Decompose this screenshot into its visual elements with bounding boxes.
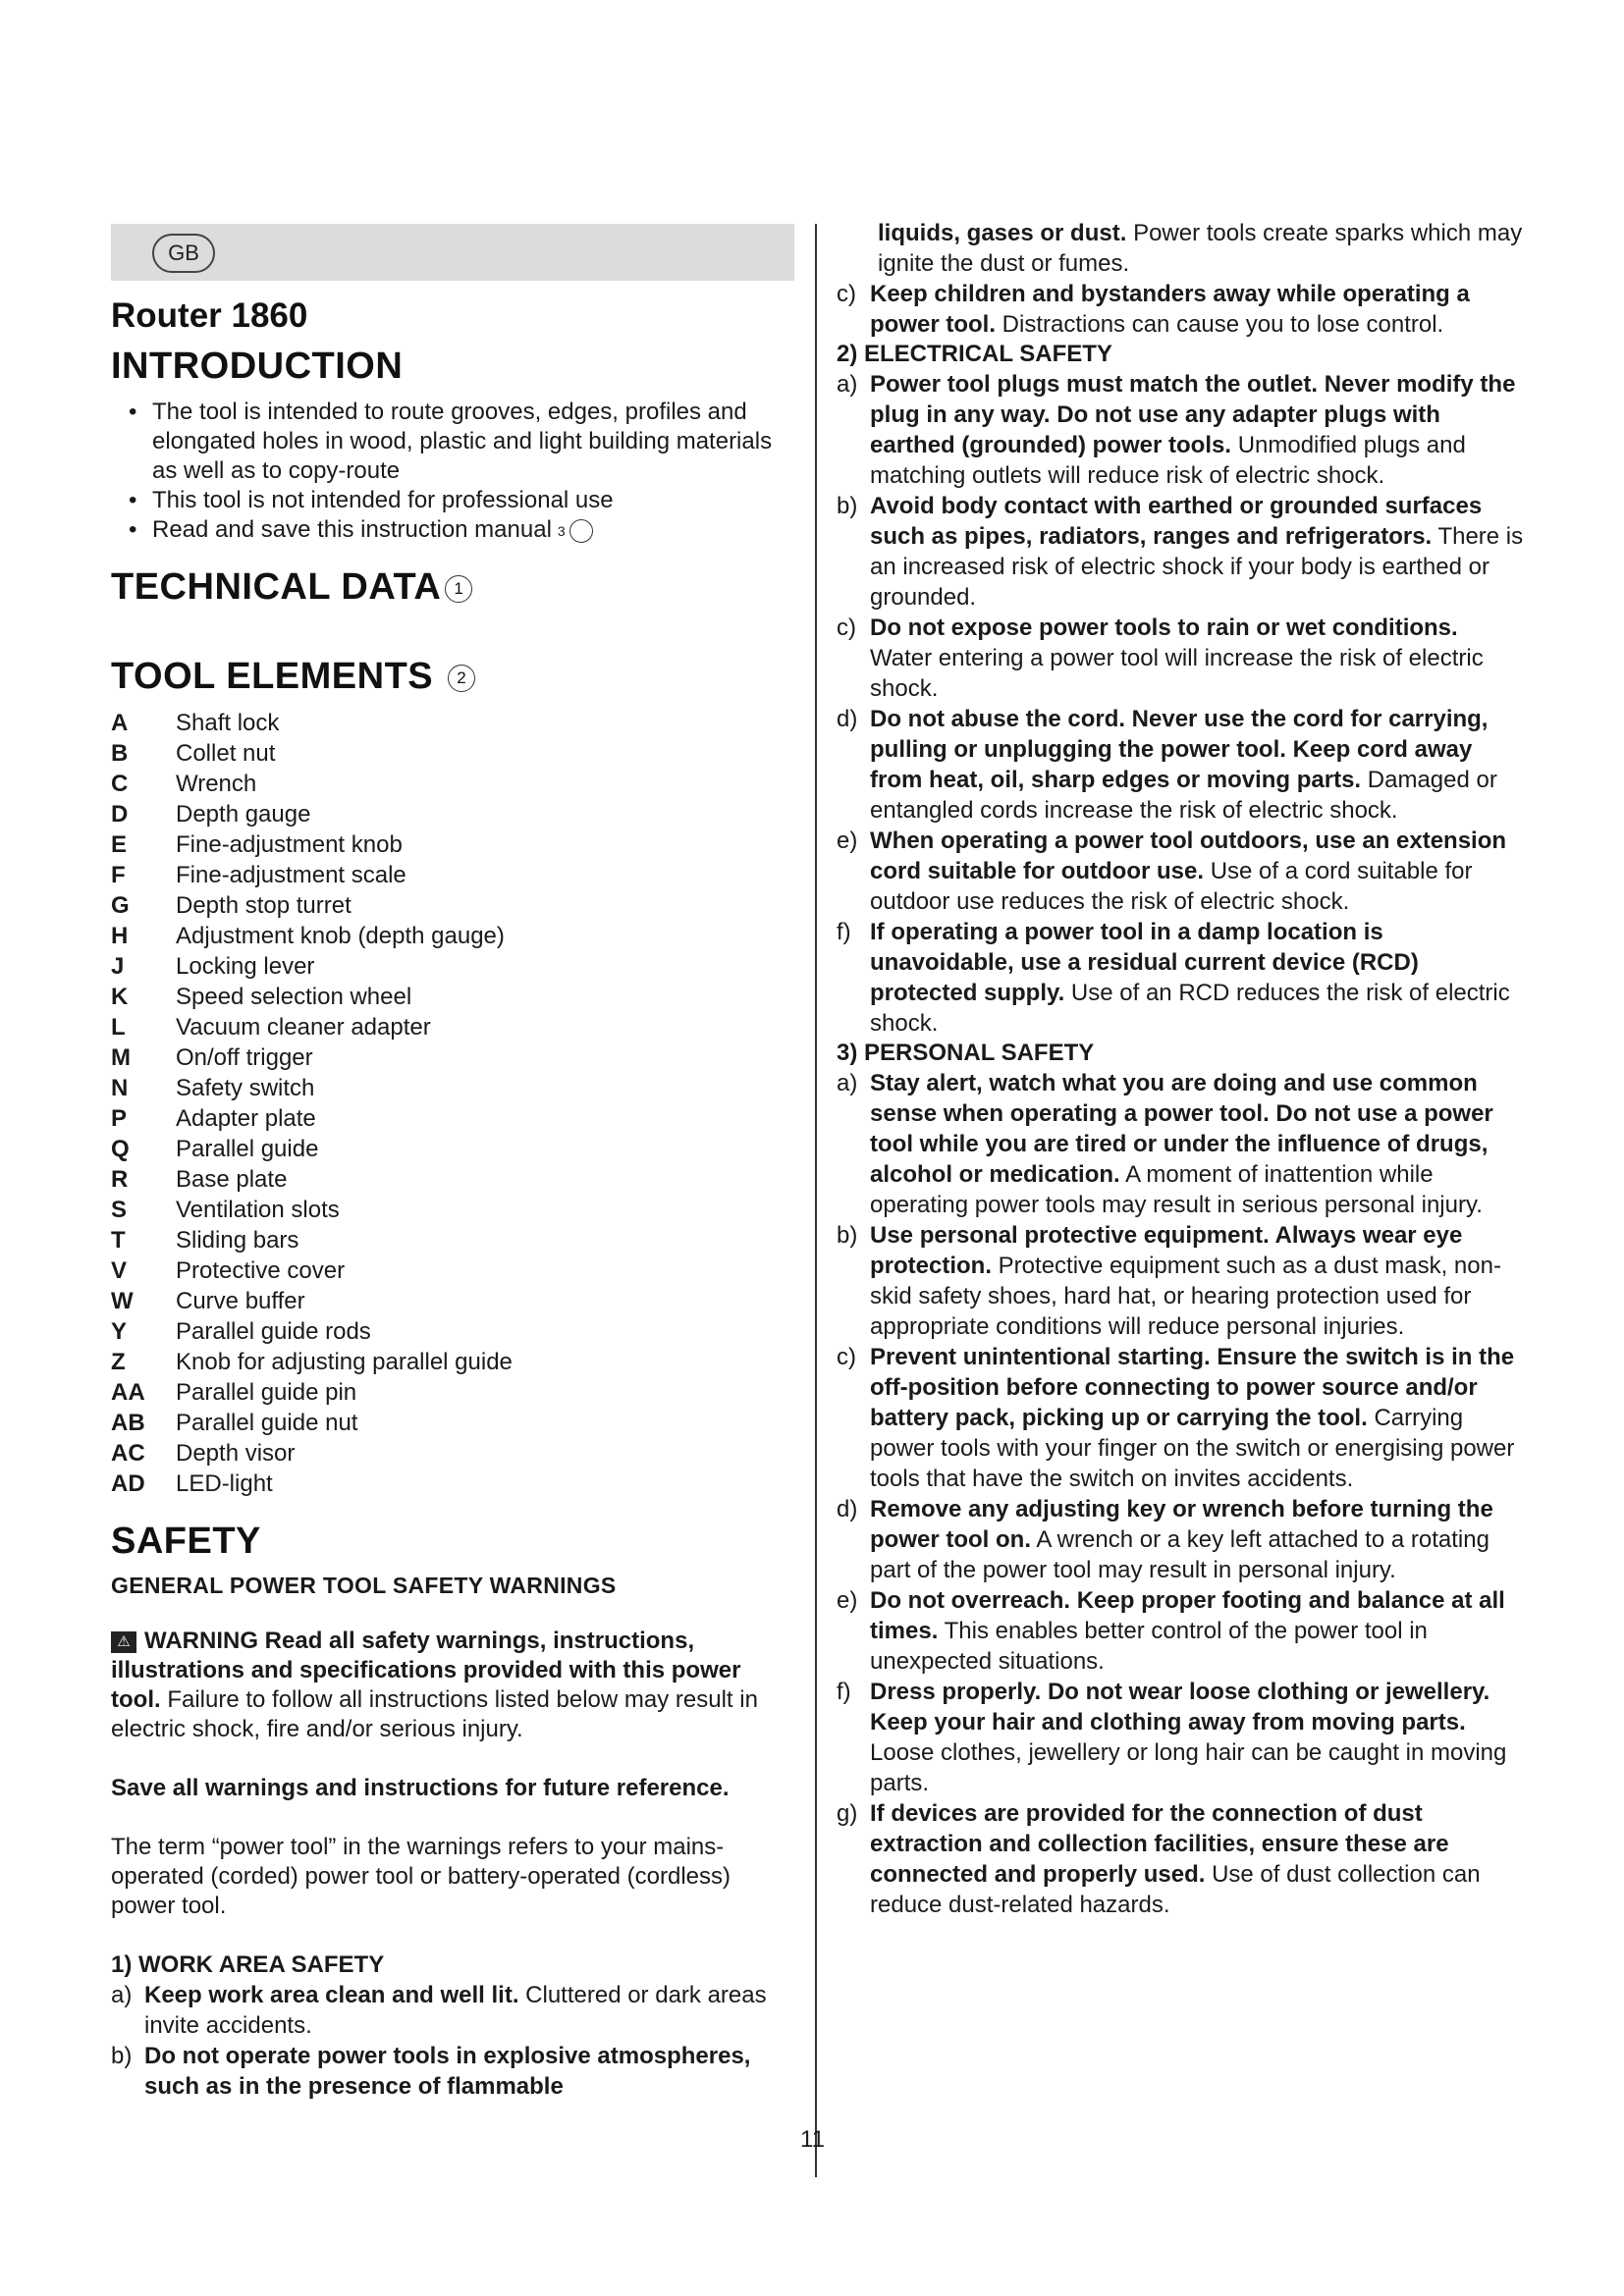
list-item: c) Prevent unintentional starting. Ensure the switch is in the off-position before connecting to power source and/or battery pack, picking up or carrying the tool. Carrying power tools with your finger on the switch or energising power tools that have the switch on invites accidents. [837, 1344, 1515, 1492]
tool-element-row [111, 738, 513, 769]
tool-element-letter: D [111, 801, 129, 828]
tool-element-row [111, 1164, 513, 1195]
tool-element-name: Base plate [176, 1166, 288, 1193]
tool-element-name: Locking lever [176, 953, 315, 980]
manual-ref-icon: 3 [569, 519, 593, 543]
tool-element-name: Adjustment knob (depth gauge) [176, 923, 505, 949]
tool-element-row [111, 1255, 513, 1286]
tool-element-name: Parallel guide [176, 1136, 319, 1162]
tool-element-name: Protective cover [176, 1257, 346, 1284]
tool-element-name: Adapter plate [176, 1105, 316, 1132]
tool-element-row [111, 1468, 513, 1499]
list-item: f) Dress properly. Do not wear loose clothing or jewellery. Keep your hair and clothing away from moving parts. Loose clothes, jewellery or long hair can be caught in moving parts. [837, 1679, 1507, 1796]
tool-element-letter: F [111, 862, 126, 888]
tool-element-row [111, 708, 513, 738]
intro-heading: INTRODUCTION [111, 346, 404, 387]
tool-element-name: Fine-adjustment scale [176, 862, 406, 888]
tool-element-row [111, 1377, 513, 1408]
document-title: Router 1860 [111, 296, 308, 335]
language-badge: GB [152, 234, 215, 273]
tool-element-row [111, 921, 513, 951]
work-area-heading: 1) WORK AREA SAFETY [111, 1951, 385, 1978]
tool-element-name: Sliding bars [176, 1227, 299, 1254]
electrical-heading: 2) ELECTRICAL SAFETY [837, 341, 1112, 367]
tool-element-name: Shaft lock [176, 710, 280, 736]
tool-element-letter: H [111, 923, 129, 949]
tool-element-letter: AC [111, 1440, 145, 1467]
tool-element-letter: M [111, 1044, 131, 1071]
right-column [837, 218, 1524, 1920]
tool-element-letter: G [111, 892, 130, 919]
warning-icon: ⚠ [111, 1631, 136, 1653]
tool-element-name: Depth visor [176, 1440, 296, 1467]
tool-element-name: Parallel guide rods [176, 1318, 371, 1345]
tool-element-letter: W [111, 1288, 134, 1314]
tool-element-letter: Z [111, 1349, 126, 1375]
tool-element-row [111, 1408, 513, 1438]
tool-element-row [111, 1286, 513, 1316]
column-divider [815, 224, 817, 2177]
list-item: f) If operating a power tool in a damp location is unavoidable, use a residual current device (RCD) protected supply. Use of an RCD reduces the risk of electric shock. [837, 919, 1510, 1037]
figure-ref-icon: 2 [448, 665, 475, 692]
tool-element-name: Knob for adjusting parallel guide [176, 1349, 513, 1375]
tool-element-letter: A [111, 710, 129, 736]
tool-element-name: Vacuum cleaner adapter [176, 1014, 431, 1041]
tool-element-row [111, 1103, 513, 1134]
save-note: Save all warnings and instructions for future reference. [111, 1775, 730, 1801]
tool-element-row [111, 951, 513, 982]
tool-element-letter: T [111, 1227, 126, 1254]
technical-data-heading: TECHNICAL DATA 1 [111, 566, 794, 609]
left-column [111, 224, 794, 2102]
safety-heading: SAFETY [111, 1521, 261, 1562]
tool-element-letter: L [111, 1014, 126, 1041]
tool-element-letter: AB [111, 1410, 145, 1436]
tool-element-row [111, 890, 513, 921]
tool-element-name: Depth stop turret [176, 892, 352, 919]
tool-element-letter: AD [111, 1470, 145, 1497]
tool-element-row [111, 829, 513, 860]
list-item: a) Keep work area clean and well lit. Cluttered or dark areas invite accidents. [111, 1982, 767, 2039]
list-item: g) If devices are provided for the connection of dust extraction and collection facilities, ensure these are connected and properly used. Use of dust collection can reduce dust-related hazards. [837, 1800, 1481, 1918]
page-number: 11 [800, 2126, 825, 2153]
tool-element-row [111, 1316, 513, 1347]
tool-element-name: LED-light [176, 1470, 273, 1497]
tool-element-row [111, 982, 513, 1012]
tool-element-row [111, 1012, 513, 1042]
list-item: b) Do not operate power tools in explosive atmospheres, such as in the presence of flammable [111, 2043, 751, 2100]
tool-element-letter: N [111, 1075, 129, 1101]
intro-bullet: • Read and save this instruction manual 3 [111, 515, 794, 545]
tool-element-name: On/off trigger [176, 1044, 313, 1071]
tool-element-name: Depth gauge [176, 801, 311, 828]
language-bar [111, 224, 794, 281]
tool-element-name: Parallel guide pin [176, 1379, 357, 1406]
safety-subheading: GENERAL POWER TOOL SAFETY WARNINGS [111, 1573, 617, 1598]
tool-element-letter: E [111, 831, 128, 858]
tool-element-letter: K [111, 984, 129, 1010]
tool-element-row [111, 1347, 513, 1377]
list-item: d) Remove any adjusting key or wrench before turning the power tool on. A wrench or a key left attached to a rotating part of the power tool may result in personal injury. [837, 1496, 1493, 1583]
intro-list [111, 398, 794, 545]
list-item: a) Power tool plugs must match the outlet. Never modify the plug in any way. Do not use any adapter plugs with earthed (grounded) power tools. Unmodified plugs and matching outlets will reduce risk of electric shock. [837, 371, 1516, 489]
tool-element-letter: C [111, 771, 129, 797]
tool-element-row [111, 860, 513, 890]
list-item: c) Do not expose power tools to rain or wet conditions. Water entering a power tool will increase the risk of electric shock. [837, 614, 1484, 702]
tool-element-name: Safety switch [176, 1075, 315, 1101]
tool-element-row [111, 1438, 513, 1468]
tool-elements-table [111, 708, 513, 1499]
tool-element-name: Ventilation slots [176, 1197, 340, 1223]
tool-element-letter: P [111, 1105, 128, 1132]
figure-ref-icon: 1 [445, 575, 472, 603]
tool-element-row [111, 1073, 513, 1103]
tool-element-row [111, 1225, 513, 1255]
tool-element-name: Wrench [176, 771, 257, 797]
list-item: b) Avoid body contact with earthed or grounded surfaces such as pipes, radiators, ranges and refrigerators. There is an increased risk of electric shock if your body is earthed or grounded. [837, 493, 1524, 611]
tool-element-row [111, 1195, 513, 1225]
list-item: d) Do not abuse the cord. Never use the cord for carrying, pulling or unplugging the power tool. Keep cord away from heat, oil, sharp edges or moving parts. Damaged or entangled cords increase the risk of electric shock. [837, 706, 1497, 824]
list-item: b) Use personal protective equipment. Always wear eye protection. Protective equipment such as a dust mask, non-skid safety shoes, hard hat, or hearing protection used for appropriate conditions will reduce personal injuries. [837, 1222, 1501, 1340]
list-item: c) Keep children and bystanders away while operating a power tool. Distractions can cause you to lose control. [837, 281, 1470, 338]
tool-elements-heading: TOOL ELEMENTS 2 [111, 656, 794, 698]
intro-bullet: • This tool is not intended for professional use [111, 486, 794, 515]
tool-element-name: Curve buffer [176, 1288, 305, 1314]
list-item-continued: liquids, gases or dust. Power tools create sparks which may ignite the dust or fumes. [878, 220, 1523, 277]
tool-element-name: Parallel guide nut [176, 1410, 358, 1436]
list-item: e) When operating a power tool outdoors, use an extension cord suitable for outdoor use. Use of a cord suitable for outdoor use reduces the risk of electric shock. [837, 828, 1507, 915]
tool-element-letter: AA [111, 1379, 145, 1406]
tool-element-letter: B [111, 740, 129, 767]
tool-element-name: Fine-adjustment knob [176, 831, 403, 858]
intro-bullet: • The tool is intended to route grooves, edges, profiles and elongated holes in wood, plastic and light building materials as well as to copy-route [111, 398, 794, 486]
tool-element-letter: R [111, 1166, 129, 1193]
tool-element-letter: V [111, 1257, 128, 1284]
tool-element-letter: S [111, 1197, 128, 1223]
warning-paragraph: ⚠ WARNING Read all safety warnings, instructions, illustrations and specifications provided with this power tool. Failure to follow all instructions listed below may result in electric shock, fire and/or serious injury. [111, 1628, 758, 1742]
tool-element-name: Speed selection wheel [176, 984, 412, 1010]
term-note: The term “power tool” in the warnings refers to your mains-operated (corded) power tool or battery-operated (cordless) power tool. [111, 1834, 731, 1919]
tool-element-row [111, 1134, 513, 1164]
tool-element-letter: Y [111, 1318, 128, 1345]
list-item: e) Do not overreach. Keep proper footing and balance at all times. This enables better control of the power tool in unexpected situations. [837, 1587, 1505, 1675]
personal-safety-heading: 3) PERSONAL SAFETY [837, 1040, 1095, 1066]
list-item: a) Stay alert, watch what you are doing and use common sense when operating a power tool. Do not use a power tool while you are tired or under the influence of drugs, alcohol or medication. A moment of inattention while operating power tools may result in serious personal injury. [837, 1070, 1493, 1218]
tool-element-row [111, 1042, 513, 1073]
tool-element-name: Collet nut [176, 740, 276, 767]
tool-element-letter: J [111, 953, 125, 980]
tool-element-row [111, 769, 513, 799]
tool-element-letter: Q [111, 1136, 130, 1162]
tool-element-row [111, 799, 513, 829]
